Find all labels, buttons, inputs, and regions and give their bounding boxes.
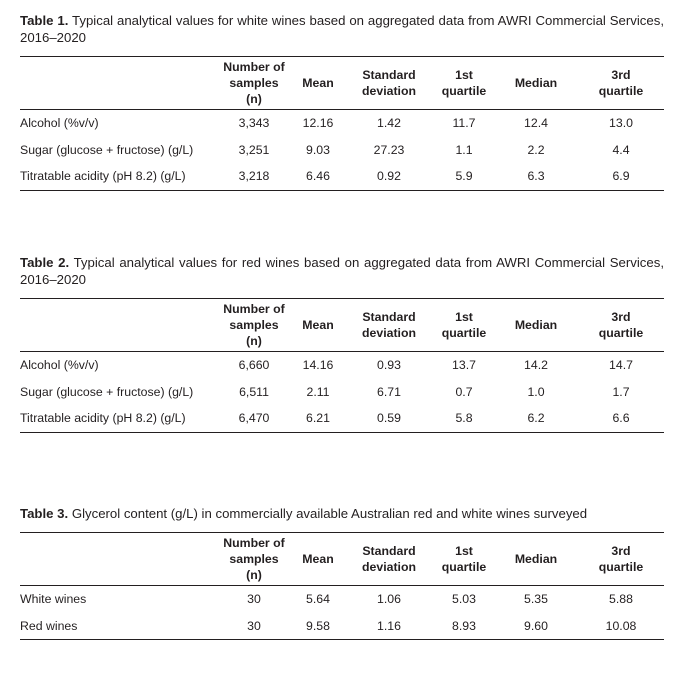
cell-sd: 1.06: [377, 592, 401, 607]
cell-sd: 1.42: [377, 116, 401, 131]
header-mean: Mean: [292, 533, 344, 586]
cell-q3: 1.7: [612, 384, 630, 399]
cell-mean: 12.16: [302, 116, 334, 131]
cell-n: 3,343: [238, 116, 270, 131]
cell-n: 6,660: [238, 358, 270, 373]
cell-q3: 6.6: [612, 411, 630, 426]
header-samples: Number of samples (n): [216, 57, 292, 110]
row-label: Sugar (glucose + fructose) (g/L): [20, 142, 194, 157]
cell-q1: 11.7: [452, 116, 476, 131]
table-row: [20, 110, 664, 137]
header-std: Standard deviation: [344, 299, 434, 352]
header-q3: 3rd quartile: [578, 533, 664, 586]
table-3-caption-text: Glycerol content (g/L) in commercially available Australian red and white wines surveyed: [71, 506, 588, 521]
header-samples: Number of samples (n): [216, 533, 292, 586]
table-1: [20, 56, 664, 191]
cell-q3: 10.08: [605, 618, 637, 633]
cell-sd: 0.93: [377, 358, 401, 373]
cell-q1: 5.03: [452, 592, 476, 607]
cell-median: 5.35: [524, 592, 548, 607]
cell-n: 30: [247, 592, 261, 607]
cell-q1: 8.93: [452, 618, 476, 633]
cell-median: 1.0: [527, 384, 545, 399]
cell-mean: 14.16: [302, 358, 334, 373]
row-label: Alcohol (%v/v): [20, 116, 99, 131]
cell-median: 6.3: [527, 169, 545, 184]
cell-q1: 13.7: [452, 358, 476, 373]
row-label: Titratable acidity (pH 8.2) (g/L): [20, 169, 186, 184]
header-mean: Mean: [292, 299, 344, 352]
table-2-caption-text: Typical analytical values for red wines based on aggregated data from AWRI Commercial Services, 2016–2020: [20, 255, 664, 287]
header-std: Standard deviation: [344, 533, 434, 586]
row-label: Sugar (glucose + fructose) (g/L): [20, 384, 194, 399]
cell-mean: 9.58: [306, 618, 330, 633]
table-row: [20, 586, 664, 613]
cell-median: 2.2: [527, 142, 545, 157]
cell-median: 9.60: [524, 618, 548, 633]
cell-n: 6,511: [239, 384, 269, 399]
header-median: Median: [494, 57, 578, 110]
cell-sd: 0.59: [377, 411, 401, 426]
table-2-caption: [20, 254, 664, 288]
table-2-block: [20, 254, 664, 433]
table-3-block: [20, 505, 664, 640]
header-q1: 1st quartile: [434, 533, 494, 586]
header-blank: [20, 299, 216, 352]
header-q3: 3rd quartile: [578, 299, 664, 352]
table-1-block: [20, 12, 664, 191]
cell-mean: 6.46: [306, 169, 330, 184]
table-3-label: Table 3.: [20, 506, 69, 521]
table-2-label: Table 2.: [20, 255, 70, 270]
table-1-caption-text: Typical analytical values for white wines based on aggregated data from AWRI Commercial Services, 2016–2020: [20, 13, 664, 45]
row-label: White wines: [20, 592, 87, 607]
cell-n: 3,218: [238, 169, 270, 184]
header-median: Median: [494, 299, 578, 352]
cell-n: 30: [247, 618, 261, 633]
header-q1: 1st quartile: [434, 299, 494, 352]
cell-n: 3,251: [238, 142, 270, 157]
cell-sd: 1.16: [377, 618, 401, 633]
cell-mean: 2.11: [306, 384, 330, 399]
table-1-label: Table 1.: [20, 13, 69, 28]
table-2: [20, 298, 664, 433]
cell-sd: 0.92: [377, 169, 401, 184]
cell-q3: 5.88: [609, 592, 633, 607]
table-row: [20, 137, 664, 164]
cell-median: 6.2: [527, 411, 545, 426]
header-q3: 3rd quartile: [578, 57, 664, 110]
header-blank: [20, 57, 216, 110]
cell-q1: 1.1: [455, 142, 473, 157]
cell-mean: 9.03: [306, 142, 330, 157]
header-std: Standard deviation: [344, 57, 434, 110]
header-samples: Number of samples (n): [216, 299, 292, 352]
table-row: [20, 613, 664, 640]
cell-mean: 5.64: [306, 592, 330, 607]
cell-q1: 5.8: [455, 411, 473, 426]
table-1-caption: [20, 12, 664, 46]
cell-sd: 27.23: [373, 142, 405, 157]
table-3: [20, 532, 664, 640]
row-label: Red wines: [20, 618, 78, 633]
table-row: [20, 352, 664, 379]
cell-q1: 5.9: [455, 169, 473, 184]
table-row: [20, 379, 664, 406]
cell-median: 12.4: [524, 116, 548, 131]
cell-q3: 13.0: [609, 116, 633, 131]
cell-q3: 6.9: [612, 169, 630, 184]
table-row: [20, 405, 664, 432]
cell-sd: 6.71: [377, 384, 401, 399]
row-label: Alcohol (%v/v): [20, 358, 99, 373]
header-blank: [20, 533, 216, 586]
cell-mean: 6.21: [306, 411, 330, 426]
cell-q1: 0.7: [455, 384, 473, 399]
cell-median: 14.2: [524, 358, 548, 373]
header-q1: 1st quartile: [434, 57, 494, 110]
table-row: [20, 163, 664, 190]
table-3-caption: [20, 505, 664, 522]
cell-q3: 14.7: [609, 358, 633, 373]
cell-q3: 4.4: [612, 142, 630, 157]
header-mean: Mean: [292, 57, 344, 110]
cell-n: 6,470: [238, 411, 270, 426]
row-label: Titratable acidity (pH 8.2) (g/L): [20, 411, 186, 426]
header-median: Median: [494, 533, 578, 586]
